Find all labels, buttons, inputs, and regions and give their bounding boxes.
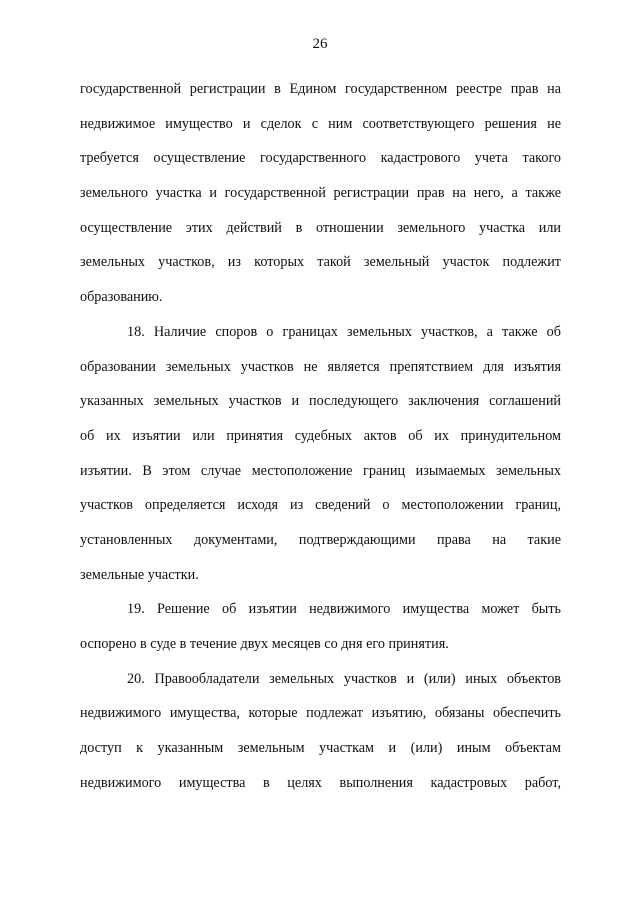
- text-line: недвижимого имущества в целях выполнения кадастровых работ,: [80, 774, 561, 791]
- text-line: недвижимое имущество и сделок с ним соответствующего решения не: [80, 115, 561, 132]
- text-line: недвижимого имущества, которые подлежат изъятию, обязаны обеспечить: [80, 705, 561, 722]
- text-line: осуществление этих действий в отношении земельного участка или: [80, 219, 561, 236]
- text-line: оспорено в суде в течение двух месяцев со дня его принятия.: [80, 636, 449, 652]
- text-line: указанных земельных участков и последующего заключения соглашений: [80, 393, 561, 410]
- text-line: земельных участков, из которых такой земельный участок подлежит: [80, 254, 561, 271]
- paragraph-19-first-line: 19. Решение об изъятии недвижимого имущества может быть: [127, 601, 561, 618]
- text-line: требуется осуществление государственного кадастрового учета такого: [80, 150, 561, 167]
- paragraph-18-first-line: 18. Наличие споров о границах земельных участков, а также об: [127, 323, 561, 340]
- text-line: земельного участка и государственной регистрации прав на него, а также: [80, 185, 561, 202]
- text-line: об их изъятии или принятия судебных актов об их принудительном: [80, 427, 561, 444]
- text-line: государственной регистрации в Едином государственном реестре прав на: [80, 81, 561, 97]
- page-number: 26: [312, 36, 328, 52]
- text-line: образовании земельных участков не является препятствием для изъятия: [80, 358, 561, 375]
- text-line: участков определяется исходя из сведений о местоположении границ,: [80, 497, 561, 514]
- text-line: земельные участки.: [80, 566, 199, 583]
- document-body: [80, 74, 561, 802]
- text-line: изъятии. В этом случае местоположение границ изымаемых земельных: [80, 462, 561, 479]
- text-line: образованию.: [80, 289, 163, 306]
- paragraph-20-first-line: 20. Правообладатели земельных участков и (или) иных объектов: [127, 670, 561, 687]
- text-line: установленных документами, подтверждающими права на такие: [80, 531, 561, 548]
- text-line: доступ к указанным земельным участкам и (или) иным объектам: [80, 740, 561, 757]
